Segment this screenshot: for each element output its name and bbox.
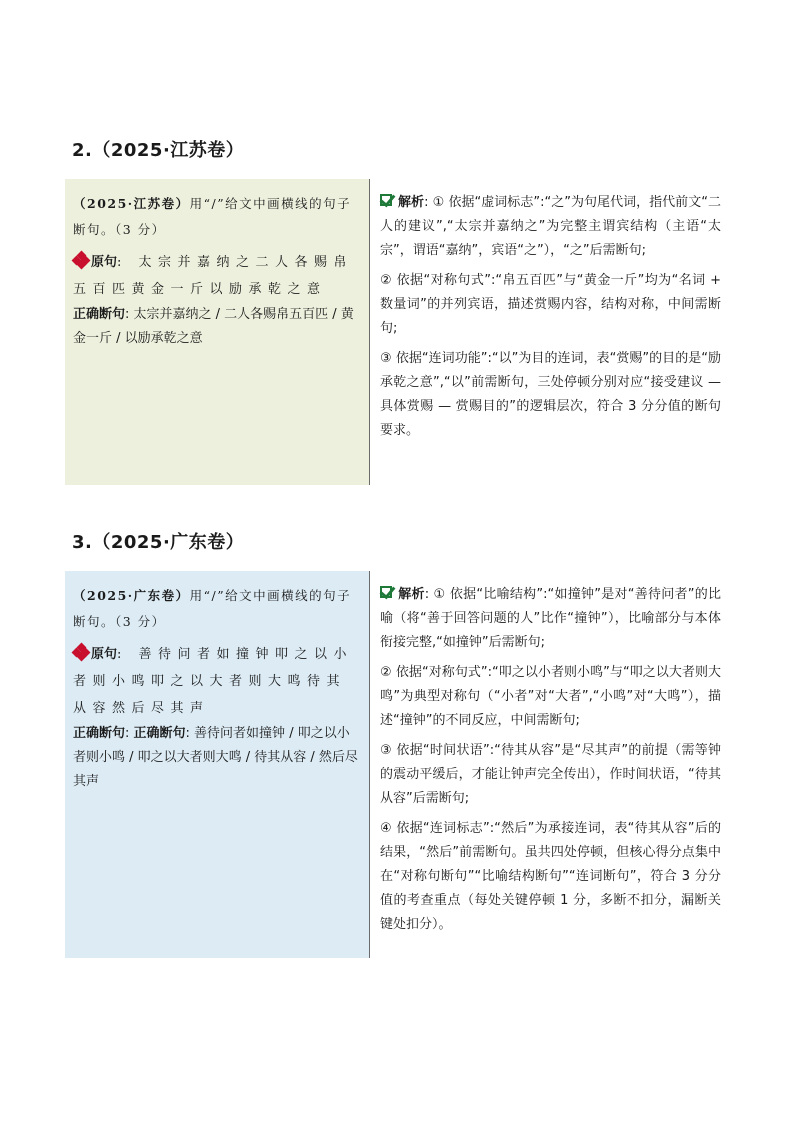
analysis-label: 解析 (398, 587, 425, 602)
section-title-q2: 2.（2025·江苏卷） (72, 140, 245, 161)
prompt-source: （2025·江苏卷） (73, 196, 190, 211)
section-title-q3: 3.（2025·广东卷） (72, 532, 245, 553)
original-sentence (73, 641, 361, 722)
checkbox-icon (380, 584, 396, 600)
question-panel-q3 (65, 571, 370, 958)
correct-punctuation (73, 303, 361, 351)
diamond-bullet-icon (73, 644, 89, 660)
original-sentence (73, 249, 361, 303)
analysis-label: 解析 (398, 195, 425, 210)
question-block-q3 (65, 571, 729, 958)
answer-label-2: 正确断句 (133, 726, 186, 741)
answer-label: 正确断句 (73, 307, 126, 322)
analysis-paragraph: ② 依据“对称句式”:“叩之以小者则小鸣”与“叩之以大者则大鸣”为典型对称句（“小者”对“大者”,“小鸣”对“大鸣”），描述“撞钟”的不同反应，中间需断句; (380, 665, 721, 728)
analysis-paragraph: ③ 依据“连词功能”:“以”为目的连词，表“赏赐”的目的是“励承乾之意”,“以”前需断句，三处停顿分别对应“接受建议 — 具体赏赐 — 赏赐目的”的逻辑层次，符合 3 分分值的断句要求。 (380, 351, 721, 438)
prompt-text: 用“/”给文中画横线的句子断句。（3 分） (73, 196, 352, 237)
answer-text: : 善待问者如撞钟 / 叩之以小者则小鸣 / 叩之以大者则大鸣 / 待其从容 / 然后尽其声 (73, 726, 358, 789)
question-prompt (73, 583, 361, 635)
analysis-paragraph: ③ 依据“时间状语”:“待其从容”是“尽其声”的前提（需等钟的震动平缓后，才能让钟声完全传出），作时间状语，“待其从容”后需断句; (380, 743, 721, 806)
original-text: 善待问者如撞钟叩之以小者则小鸣叩之以大者则大鸣待其从容然后尽其声 (73, 647, 354, 716)
checkbox-icon (380, 192, 396, 208)
original-sep: : (117, 255, 128, 270)
analysis-paragraph: 解析: ① 依据“比喻结构”:“如撞钟”是对“善待问者”的比喻（将“善于回答问题的人”比作“撞钟”），比喻部分与本体衔接完整,“如撞钟”后需断句; (380, 583, 721, 655)
answer-sep: : (125, 726, 134, 741)
analysis-paragraph: ② 依据“对称句式”:“帛五百匹”与“黄金一斤”均为“名词 + 数量词”的并列宾语，描述赏赐内容，结构对称，中间需断句; (380, 273, 721, 336)
correct-punctuation (73, 722, 361, 794)
prompt-source: （2025·广东卷） (73, 588, 190, 603)
question-prompt (73, 191, 361, 243)
diamond-bullet-icon (73, 252, 89, 268)
analysis-paragraph: 解析: ① 依据“虚词标志”:“之”为句尾代词，指代前文“二人的建议”,“太宗并嘉纳之”为完整主谓宾结构（主语“太宗”，谓语“嘉纳”，宾语“之”），“之”后需断句; (380, 191, 721, 263)
answer-label: 正确断句 (73, 726, 126, 741)
original-label: 原句 (91, 647, 118, 662)
analysis-panel-q3 (370, 571, 729, 958)
original-label: 原句 (91, 255, 118, 270)
analysis-panel-q2 (370, 179, 729, 485)
answer-text: : 太宗并嘉纳之 / 二人各赐帛五百匹 / 黄金一斤 / 以励承乾之意 (73, 307, 354, 346)
question-block-q2 (65, 179, 729, 485)
question-panel-q2 (65, 179, 370, 485)
original-text: 太宗并嘉纳之二人各赐帛五百匹黄金一斤以励承乾之意 (73, 255, 354, 297)
prompt-text: 用“/”给文中画横线的句子断句。（3 分） (73, 588, 352, 629)
original-sep: : (117, 647, 128, 662)
analysis-paragraph: ④ 依据“连词标志”:“然后”为承接连词，表“待其从容”后的结果，“然后”前需断句。虽共四处停顿，但核心得分点集中在“对称句断句”“比喻结构断句”“连词断句”，符合 3 分分值的考查重点（每处关键停顿 1 分，多断不扣分，漏断关键处扣分）。 (380, 821, 721, 932)
